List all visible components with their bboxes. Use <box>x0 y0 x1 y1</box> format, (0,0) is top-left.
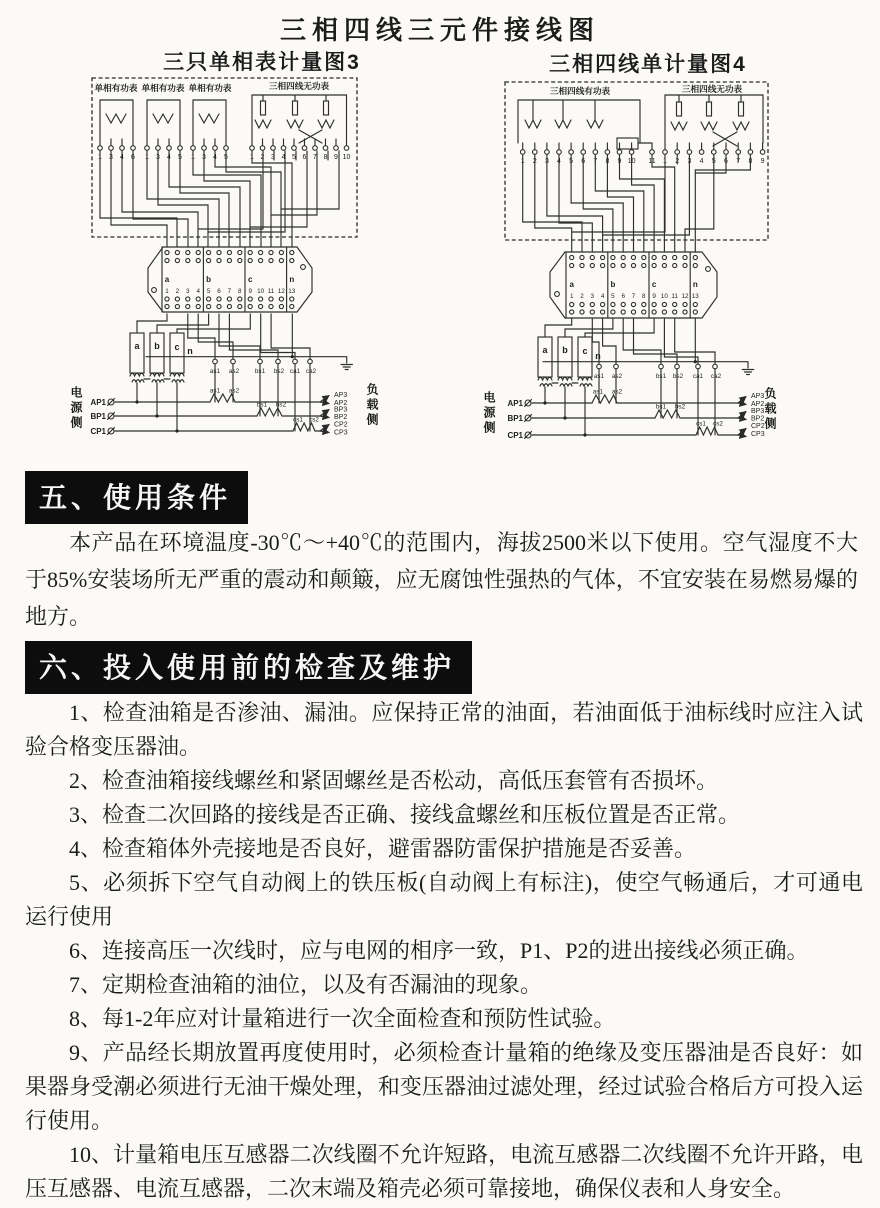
svg-text:9: 9 <box>617 158 622 165</box>
svg-text:5: 5 <box>711 158 716 165</box>
svg-text:bs2: bs2 <box>672 372 684 380</box>
svg-text:1: 1 <box>250 154 254 161</box>
wire-bundle <box>520 155 751 252</box>
svg-text:CP2: CP2 <box>751 423 765 430</box>
meter-symbols <box>518 95 763 149</box>
right-source-side-label: 电源侧 <box>482 391 496 436</box>
svg-text:AP1: AP1 <box>507 399 523 408</box>
svg-text:n: n <box>289 275 295 284</box>
right-load-side-label: 负载侧 <box>763 387 777 432</box>
svg-text:6: 6 <box>724 158 728 165</box>
svg-text:三相四线无功表: 三相四线无功表 <box>268 81 330 91</box>
svg-text:bs1: bs1 <box>256 401 268 409</box>
svg-text:3: 3 <box>202 154 206 161</box>
svg-text:bs2: bs2 <box>275 401 287 409</box>
source-terminal-labels <box>507 399 523 440</box>
svg-text:as2: as2 <box>611 372 623 380</box>
left-load-side-label: 负载侧 <box>365 383 379 428</box>
terminal-strip <box>148 247 312 312</box>
svg-text:a: a <box>542 345 548 355</box>
svg-text:a: a <box>134 341 140 351</box>
svg-text:11: 11 <box>267 288 275 295</box>
svg-text:AP3: AP3 <box>751 393 765 400</box>
list-item: 1、检查油箱是否渗油、漏油。应保持正常的油面，若油面低于油标线时应注入试验合格变压器油。 <box>25 700 863 759</box>
svg-text:3: 3 <box>687 158 692 165</box>
svg-text:5: 5 <box>569 158 574 165</box>
svg-text:b: b <box>206 275 212 284</box>
svg-text:cs1: cs1 <box>696 420 706 428</box>
svg-text:7: 7 <box>631 293 636 300</box>
svg-text:1: 1 <box>520 158 525 165</box>
svg-text:a: a <box>164 275 170 284</box>
svg-text:AP3: AP3 <box>334 392 348 399</box>
svg-text:ca2: ca2 <box>305 367 317 375</box>
svg-text:10: 10 <box>627 158 636 165</box>
meter-labels <box>95 80 330 93</box>
svg-text:7: 7 <box>227 288 232 295</box>
svg-text:9: 9 <box>248 288 252 295</box>
diagram3-title: 三只单相表计量图3 <box>163 51 361 74</box>
svg-text:c: c <box>651 280 657 289</box>
svg-text:7: 7 <box>313 154 317 161</box>
svg-text:2: 2 <box>175 288 180 295</box>
svg-text:11: 11 <box>671 293 678 300</box>
svg-text:8: 8 <box>605 158 610 165</box>
svg-text:11: 11 <box>648 158 656 165</box>
svg-text:3: 3 <box>156 154 160 161</box>
svg-text:n: n <box>692 280 698 289</box>
svg-text:CP3: CP3 <box>334 429 348 437</box>
svg-text:8: 8 <box>323 154 328 161</box>
list-item: 3、检查二次回路的接线是否正确、接线盒螺丝和压板位置是否正常。 <box>69 802 741 827</box>
terminal-strip <box>550 252 717 318</box>
svg-text:b: b <box>562 345 568 355</box>
svg-text:5: 5 <box>224 154 228 161</box>
svg-text:ca1: ca1 <box>289 367 301 375</box>
svg-text:8: 8 <box>748 158 753 165</box>
svg-text:1: 1 <box>663 158 667 165</box>
svg-text:bs1: bs1 <box>254 367 266 375</box>
svg-text:5: 5 <box>292 154 296 161</box>
svg-text:1: 1 <box>165 288 169 295</box>
active-meter-terminals <box>520 143 635 165</box>
svg-text:c: c <box>582 346 588 356</box>
svg-text:3: 3 <box>590 293 595 300</box>
svg-text:4: 4 <box>281 154 286 161</box>
svg-text:9: 9 <box>652 293 656 300</box>
svg-text:7: 7 <box>593 158 598 165</box>
svg-text:n: n <box>595 351 601 361</box>
list-item: 9、产品经长期放置再度使用时，必须检查计量箱的绝缘及变压器油是否良好：如果器身受潮必须进行无油干燥处理，和变压器油过滤处理，经过试验合格后方可投入运行使用。 <box>25 1040 863 1133</box>
svg-text:12: 12 <box>277 288 285 295</box>
svg-text:4: 4 <box>600 293 605 300</box>
svg-text:单相有功表: 单相有功表 <box>188 83 232 93</box>
svg-text:4: 4 <box>120 154 124 161</box>
svg-text:as1: as1 <box>209 387 221 395</box>
svg-text:cs2: cs2 <box>713 420 723 428</box>
section6-item-list <box>25 696 863 1206</box>
svg-text:BP1: BP1 <box>90 412 106 421</box>
list-item: 8、每1-2年应对计量箱进行一次全面检查和预防性试验。 <box>69 1006 616 1031</box>
list-item: 7、定期检查油箱的油位，以及有否漏油的现象。 <box>69 972 543 997</box>
svg-text:bs1: bs1 <box>655 403 667 411</box>
svg-text:4: 4 <box>196 288 200 295</box>
svg-text:as2: as2 <box>228 367 240 375</box>
svg-text:as2: as2 <box>228 387 240 395</box>
list-item: 6、连接高压一次线时，应与电网的相序一致，P1、P2的进出接线必须正确。 <box>69 938 809 963</box>
list-item: 4、检查箱体外壳接地是否良好，避雷器防雷保护措施是否妥善。 <box>69 836 697 861</box>
left-source-side-label: 电源侧 <box>69 386 83 431</box>
page-title: 三相四线三元件接线图 <box>279 15 600 45</box>
neutral-bus-and-ground <box>146 357 352 370</box>
svg-text:AP1: AP1 <box>90 398 106 407</box>
meter2-terminals <box>145 139 183 161</box>
svg-text:5: 5 <box>611 293 615 300</box>
svg-text:9: 9 <box>760 158 765 165</box>
section6-heading: 六、投入使用前的检查及维护 <box>25 641 472 694</box>
wire-bundle <box>100 151 339 247</box>
svg-text:单相有功表: 单相有功表 <box>94 83 138 93</box>
meter-symbols <box>100 95 347 143</box>
svg-text:c: c <box>174 342 180 352</box>
svg-text:ca1: ca1 <box>692 372 704 380</box>
strip-to-transformer-wires <box>545 318 715 362</box>
svg-text:6: 6 <box>131 154 135 161</box>
svg-text:cs2: cs2 <box>309 416 319 424</box>
meter1-terminals <box>98 139 136 161</box>
strip-to-transformer-wires <box>137 314 310 357</box>
svg-text:6: 6 <box>217 288 221 295</box>
svg-text:三相四线无功表: 三相四线无功表 <box>681 84 743 94</box>
svg-text:AP2: AP2 <box>751 401 765 408</box>
svg-text:1: 1 <box>145 154 149 161</box>
svg-text:3: 3 <box>544 158 549 165</box>
svg-text:10: 10 <box>660 293 668 300</box>
svg-text:3: 3 <box>109 154 113 161</box>
svg-text:CP1: CP1 <box>90 427 106 436</box>
svg-text:bs2: bs2 <box>674 403 686 411</box>
svg-text:1: 1 <box>191 154 195 161</box>
svg-text:9: 9 <box>334 154 338 161</box>
svg-text:as1: as1 <box>209 367 221 375</box>
svg-text:BP3: BP3 <box>751 408 765 415</box>
svg-text:4: 4 <box>213 154 217 161</box>
svg-text:4: 4 <box>167 154 171 161</box>
svg-text:b: b <box>610 280 616 289</box>
meter3-terminals <box>191 139 229 161</box>
svg-text:a: a <box>569 280 574 289</box>
svg-text:单相有功表: 单相有功表 <box>141 83 185 93</box>
list-item: 5、必须拆下空气自动阀上的铁压板(自动阀上有标注)，使空气畅通后，才可通电运行使用 <box>25 870 863 929</box>
svg-text:4: 4 <box>699 158 704 165</box>
section5-body: 本产品在环境温度-30℃～+40℃的范围内，海拔2500米以下使用。空气湿度不大于85%安装场所无严重的震动和颠簸，应无腐蚀性强热的气体，不宜安装在易燃易爆的地方。 <box>25 530 858 629</box>
load-terminal-labels <box>334 392 348 437</box>
svg-text:5: 5 <box>206 288 211 295</box>
svg-text:ca2: ca2 <box>710 372 722 380</box>
svg-text:BP1: BP1 <box>507 414 523 423</box>
svg-text:10: 10 <box>342 154 351 161</box>
svg-text:三相四线有功表: 三相四线有功表 <box>549 86 611 96</box>
neutral-bus-and-ground <box>543 362 754 375</box>
meter-labels <box>550 83 743 96</box>
svg-text:cs1: cs1 <box>293 416 303 424</box>
svg-text:n: n <box>187 346 193 356</box>
svg-text:12: 12 <box>681 293 689 300</box>
svg-text:5: 5 <box>178 154 182 161</box>
svg-text:6: 6 <box>302 154 307 161</box>
svg-text:1: 1 <box>569 293 574 300</box>
svg-text:as2: as2 <box>611 388 623 396</box>
svg-text:bs1: bs1 <box>655 372 667 380</box>
svg-text:3: 3 <box>271 154 275 161</box>
svg-text:b: b <box>154 341 160 351</box>
svg-text:2: 2 <box>675 158 680 165</box>
diagram4-title: 三相四线单计量图4 <box>549 53 747 76</box>
svg-text:BP3: BP3 <box>334 406 348 414</box>
svg-text:10: 10 <box>257 288 265 295</box>
svg-text:c: c <box>247 275 253 284</box>
svg-text:8: 8 <box>642 293 646 300</box>
svg-text:1: 1 <box>98 154 102 161</box>
svg-text:2: 2 <box>532 158 537 165</box>
voltage-transformers <box>538 337 601 435</box>
wiring-diagram-three-phase-meter <box>480 72 810 452</box>
svg-text:CP3: CP3 <box>751 431 765 438</box>
svg-text:6: 6 <box>581 158 586 165</box>
svg-text:as1: as1 <box>592 388 604 396</box>
wiring-diagram-three-single-phase-meters <box>50 68 390 453</box>
svg-text:2: 2 <box>260 154 265 161</box>
list-item: 10、计量箱电压互感器二次线圈不允许短路，电流互感器二次线圈不允许开路，电压互感器、电流互感器，二次末端及箱壳必须可靠接地，确保仪表和人身安全。 <box>25 1142 863 1201</box>
svg-text:2: 2 <box>580 293 584 300</box>
list-item: 2、检查油箱接线螺丝和紧固螺丝是否松动，高低压套管有否损坏。 <box>69 768 719 793</box>
svg-text:3: 3 <box>186 288 190 295</box>
svg-text:13: 13 <box>288 288 296 295</box>
svg-text:as1: as1 <box>593 372 605 380</box>
svg-text:bs2: bs2 <box>273 367 285 375</box>
source-terminal-labels <box>90 398 106 436</box>
svg-text:6: 6 <box>621 293 625 300</box>
svg-text:BP2: BP2 <box>334 414 348 421</box>
svg-text:CP1: CP1 <box>507 431 523 440</box>
svg-text:CP2: CP2 <box>334 421 348 429</box>
svg-text:8: 8 <box>238 288 242 295</box>
section5-heading: 五、使用条件 <box>25 471 248 524</box>
svg-text:BP2: BP2 <box>751 415 765 423</box>
svg-text:7: 7 <box>736 158 741 165</box>
svg-text:13: 13 <box>691 293 699 300</box>
svg-text:4: 4 <box>557 158 561 165</box>
svg-text:AP2: AP2 <box>334 400 348 407</box>
